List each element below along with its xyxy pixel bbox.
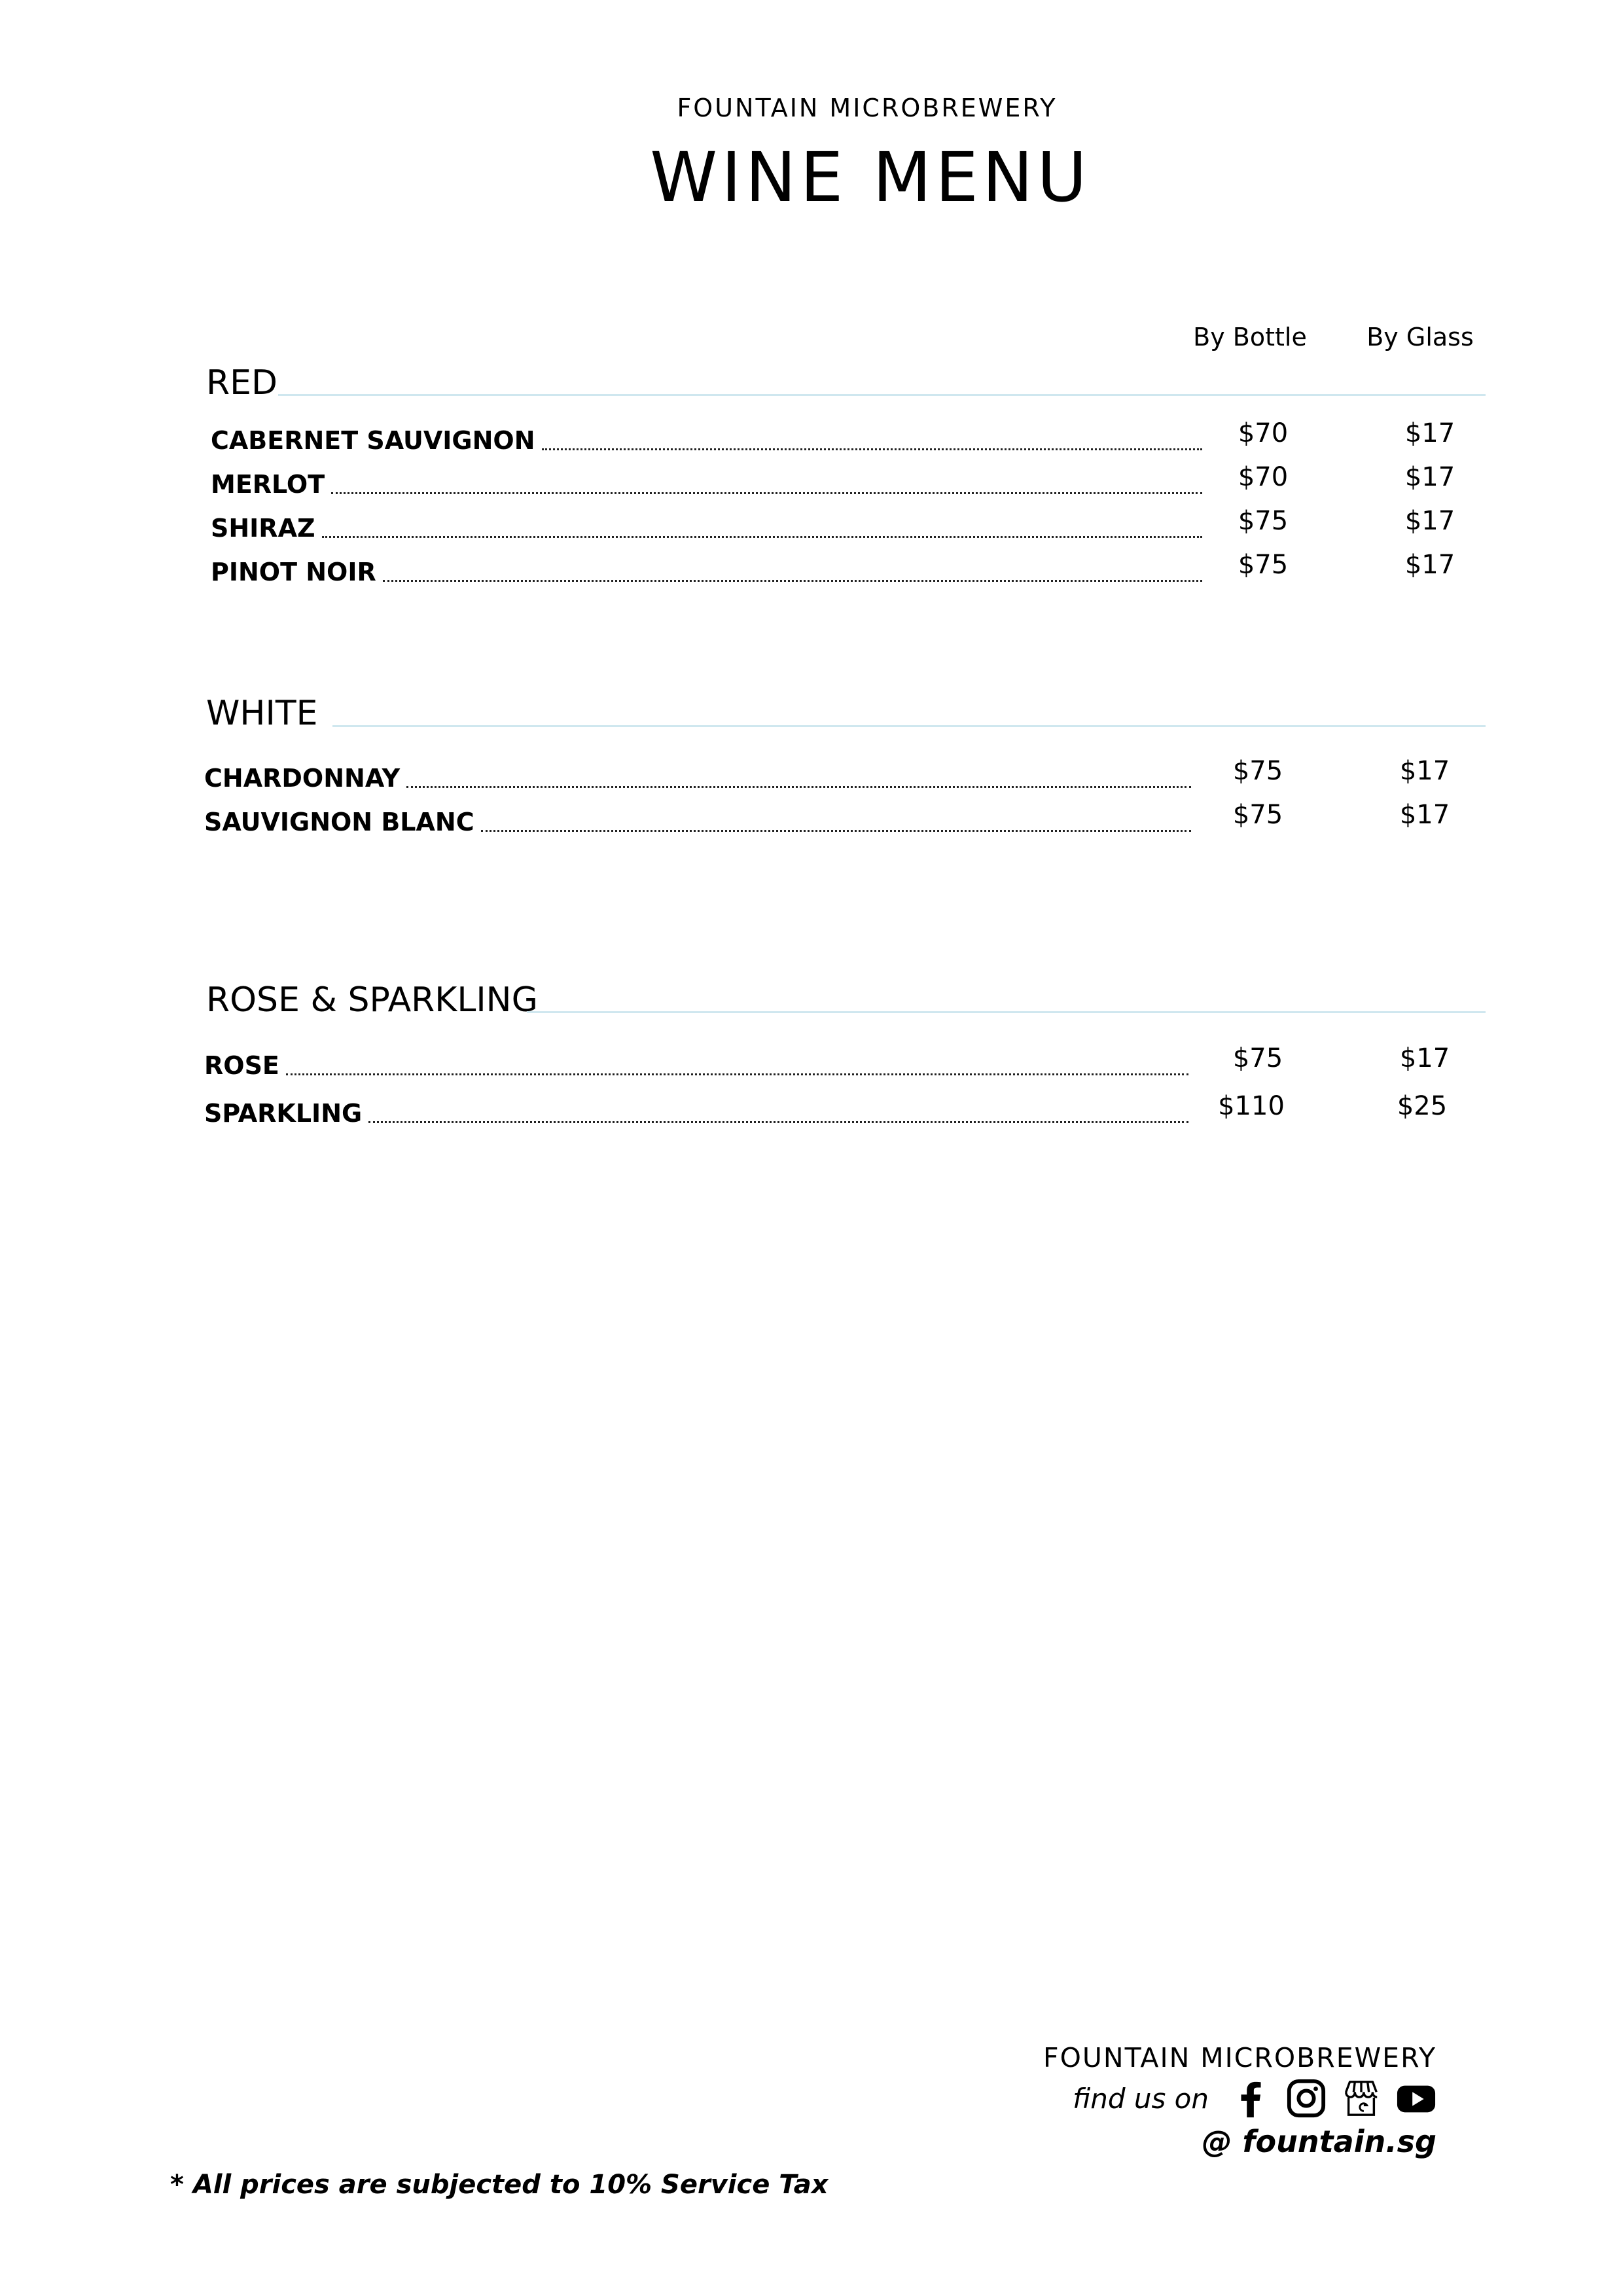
dot-leader — [481, 830, 1191, 832]
item-name: SAUVIGNON BLANC — [204, 808, 474, 836]
item-name: CABERNET SAUVIGNON — [211, 426, 535, 455]
price-glass: $17 — [1404, 418, 1455, 448]
youtube-icon[interactable] — [1396, 2078, 1436, 2119]
price-glass: $17 — [1399, 800, 1450, 830]
menu-item — [204, 1039, 1188, 1078]
dot-leader — [322, 536, 1202, 538]
menu-item — [204, 751, 1191, 791]
footer-brand-name: FOUNTAIN MICROBREWERY — [1043, 2042, 1436, 2073]
price-glass: $17 — [1399, 756, 1450, 786]
facebook-icon[interactable] — [1231, 2078, 1272, 2119]
price-glass: $17 — [1404, 550, 1455, 580]
menu-item — [204, 795, 1191, 834]
menu-item — [204, 1086, 1188, 1126]
price-bottle: $75 — [1232, 756, 1283, 786]
price-bottle: $110 — [1218, 1091, 1285, 1121]
menu-item — [211, 414, 1202, 453]
section-divider — [332, 725, 1486, 727]
social-links — [1073, 2078, 1436, 2119]
social-handle: @ fountain.sg — [1202, 2124, 1436, 2159]
dot-leader — [406, 786, 1191, 788]
price-bottle: $75 — [1238, 550, 1289, 580]
brand-name: FOUNTAIN MICROBREWERY — [677, 94, 1058, 122]
dot-leader — [383, 580, 1202, 582]
price-bottle: $75 — [1232, 800, 1283, 830]
find-us-label: find us on — [1073, 2082, 1209, 2115]
price-bottle: $70 — [1238, 462, 1289, 492]
price-glass: $17 — [1399, 1043, 1450, 1073]
column-header-glass: By Glass — [1366, 323, 1474, 351]
item-name: PINOT NOIR — [211, 558, 376, 586]
menu-item — [211, 457, 1202, 497]
section-title-rose-sparkling: ROSE & SPARKLING — [206, 980, 538, 1020]
price-glass: $17 — [1404, 462, 1455, 492]
dot-leader — [542, 448, 1202, 450]
dot-leader — [331, 492, 1202, 494]
instagram-icon[interactable] — [1286, 2078, 1327, 2119]
menu-item — [211, 545, 1202, 584]
column-header-bottle: By Bottle — [1193, 323, 1307, 351]
section-divider — [278, 394, 1486, 396]
price-glass: $17 — [1404, 506, 1455, 536]
price-glass: $25 — [1397, 1091, 1448, 1121]
service-tax-note: * All prices are subjected to 10% Service Tax — [170, 2170, 829, 2200]
item-name: CHARDONNAY — [204, 764, 401, 793]
menu-item — [211, 501, 1202, 541]
page-title: WINE MENU — [650, 137, 1091, 217]
item-name: SHIRAZ — [211, 514, 315, 543]
item-name: ROSE — [204, 1051, 279, 1080]
dot-leader — [286, 1073, 1188, 1075]
item-name: MERLOT — [211, 470, 325, 499]
price-bottle: $70 — [1238, 418, 1289, 448]
price-bottle: $75 — [1238, 506, 1289, 536]
price-bottle: $75 — [1232, 1043, 1283, 1073]
dot-leader — [368, 1121, 1188, 1123]
section-divider — [527, 1011, 1486, 1013]
item-name: SPARKLING — [204, 1099, 363, 1128]
section-title-red: RED — [206, 363, 278, 403]
section-title-white: WHITE — [206, 694, 318, 733]
storefront-icon[interactable] — [1341, 2078, 1382, 2119]
